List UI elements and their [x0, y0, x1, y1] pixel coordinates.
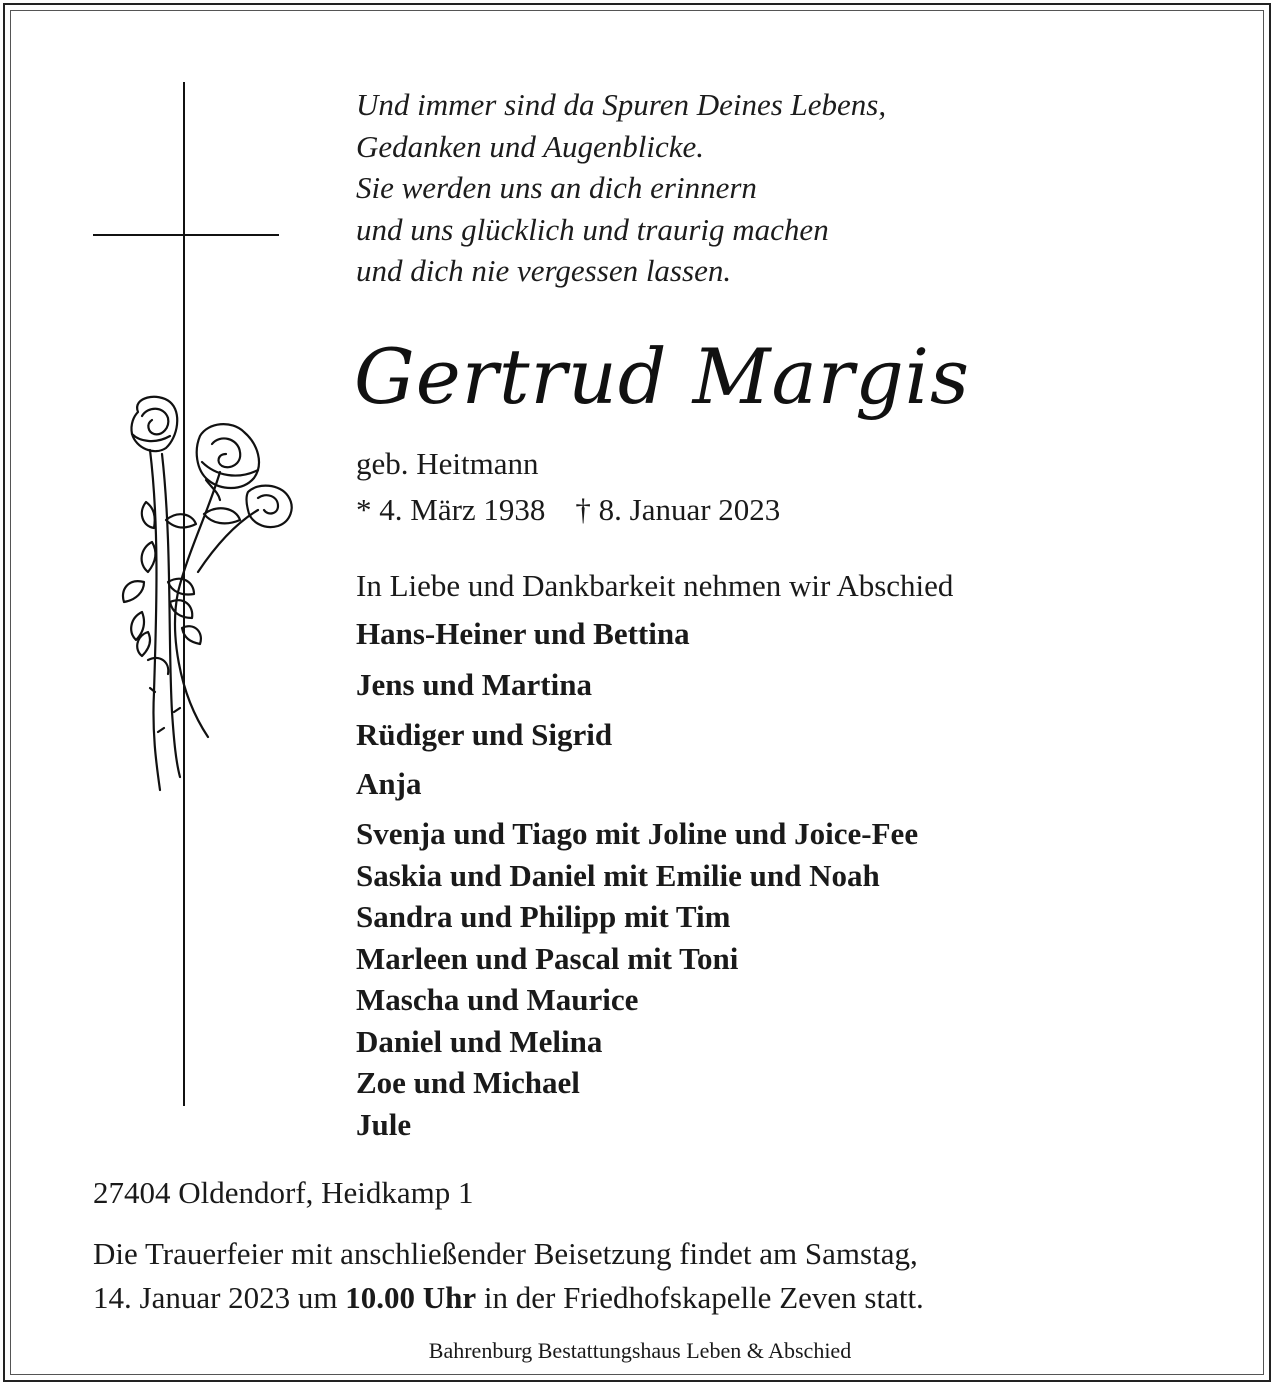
verse-line: Gedanken und Augenblicke. [356, 128, 705, 164]
cross-icon-beam [93, 234, 279, 236]
service-location: in der Friedhofskapelle Zeven statt. [476, 1280, 924, 1315]
birth-date: * 4. März 1938 [356, 492, 546, 527]
funeral-home: Bahrenburg Bestattungshaus Leben & Abschied [428, 1338, 852, 1363]
life-dates [356, 490, 780, 530]
family-member: Hans-Heiner und Bettina [356, 616, 690, 651]
list-item: Marleen und Pascal mit Toni [356, 940, 739, 976]
family-member: Anja [356, 766, 422, 801]
address: 27404 Oldendorf, Heidkamp 1 [93, 1175, 474, 1210]
verse-line: Sie werden uns an dich erinnern [356, 170, 757, 205]
family-member: Rüdiger und Sigrid [356, 717, 613, 752]
list-item: Daniel und Melina [356, 1023, 603, 1059]
verse-line: und uns glücklich und traurig machen [356, 211, 829, 247]
verse-line: und dich nie vergessen lassen. [356, 253, 732, 288]
farewell-text: In Liebe und Dankbarkeit nehmen wir Abschied [356, 568, 954, 603]
service-line-1: Die Trauerfeier mit anschließender Beisetzung findet am Samstag, [93, 1236, 918, 1271]
family-member: Jens und Martina [356, 667, 592, 702]
list-item: Svenja und Tiago mit Joline und Joice-Fee [356, 816, 919, 851]
service-time: 10.00 Uhr [345, 1280, 477, 1315]
list-item: Mascha und Maurice [356, 982, 639, 1017]
list-item: Zoe und Michael [356, 1065, 580, 1100]
birth-name: geb. Heitmann [356, 446, 539, 481]
verse-line: Und immer sind da Spuren Deines Lebens, [356, 87, 887, 122]
roses-icon [108, 392, 308, 802]
deceased-name: Gertrud Margis [354, 332, 971, 421]
service-info [93, 1232, 924, 1320]
service-line-2 [93, 1276, 924, 1320]
service-date: 14. Januar 2023 um [93, 1280, 346, 1315]
list-item: Jule [356, 1106, 412, 1142]
death-date: † 8. Januar 2023 [575, 492, 781, 527]
verse [356, 84, 886, 292]
list-item: Saskia und Daniel mit Emilie und Noah [356, 857, 880, 893]
grandchildren-list [356, 813, 918, 1145]
list-item: Sandra und Philipp mit Tim [356, 899, 731, 934]
